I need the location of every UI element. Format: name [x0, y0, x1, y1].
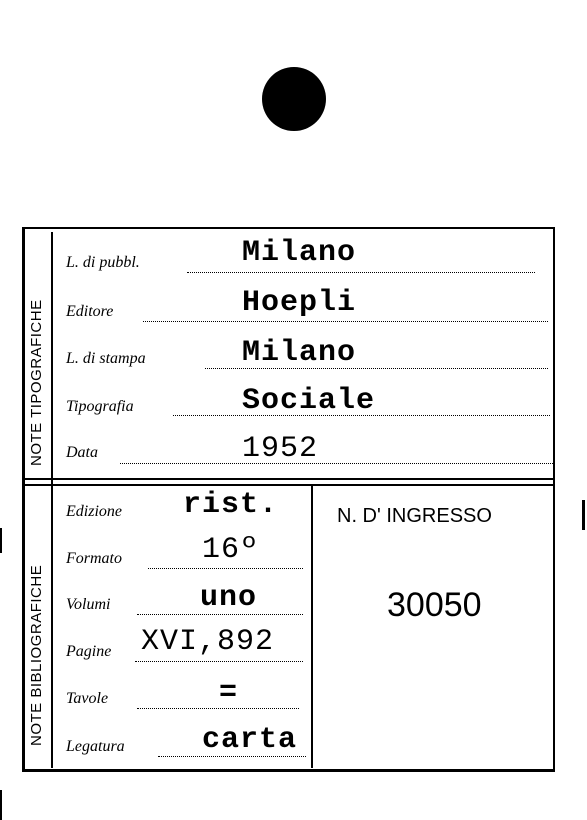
- field-line-data: [120, 463, 555, 464]
- edge-mark-left: [0, 528, 2, 553]
- field-label-volumi: Volumi: [66, 596, 111, 613]
- field-value-tipografia: Sociale: [242, 384, 376, 418]
- section-label-tipografiche: NOTE TIPOGRAFICHE: [28, 299, 45, 466]
- field-value-legatura: carta: [202, 723, 298, 757]
- field-value-edizione: rist.: [183, 488, 279, 522]
- edge-mark-right: [582, 500, 585, 530]
- field-value-formato: 16º: [202, 533, 260, 567]
- field-value-pagine: XVI,892: [141, 625, 275, 659]
- field-label-tipografia: Tipografia: [66, 398, 134, 415]
- field-value-volumi: uno: [200, 581, 258, 615]
- field-label-pagine: Pagine: [66, 643, 112, 660]
- field-value-editore: Hoepli: [242, 286, 357, 320]
- ingresso-divider: [311, 486, 313, 768]
- field-label-editore: Editore: [66, 303, 114, 320]
- field-label-tavole: Tavole: [66, 690, 109, 707]
- field-value-luogo-stampa: Milano: [242, 336, 357, 370]
- punch-hole: [262, 67, 326, 131]
- field-label-legatura: Legatura: [66, 738, 125, 755]
- field-label-luogo-pubblicazione: L. di pubbl.: [66, 254, 140, 271]
- ingresso-label: N. D' INGRESSO: [337, 505, 492, 527]
- field-value-luogo-pubblicazione: Milano: [242, 236, 357, 270]
- field-label-edizione: Edizione: [66, 503, 122, 520]
- section-divider: [25, 478, 555, 480]
- field-label-formato: Formato: [66, 550, 122, 567]
- ingresso-number: 30050: [387, 586, 482, 624]
- field-value-data: 1952: [242, 432, 319, 466]
- field-line-luogo-pubblicazione: [187, 272, 535, 273]
- field-label-data: Data: [66, 444, 98, 461]
- section-label-bibliografiche: NOTE BIBLIOGRAFICHE: [28, 564, 45, 746]
- field-line-formato: [148, 568, 303, 569]
- field-line-tavole: [137, 708, 299, 709]
- field-line-editore: [143, 321, 548, 322]
- field-value-tavole: =: [219, 676, 239, 710]
- edge-mark-left-bottom: [0, 790, 2, 820]
- label-column-divider: [51, 232, 53, 768]
- field-label-luogo-stampa: L. di stampa: [66, 350, 146, 367]
- section-divider-inner: [25, 484, 555, 486]
- field-line-pagine: [135, 661, 303, 662]
